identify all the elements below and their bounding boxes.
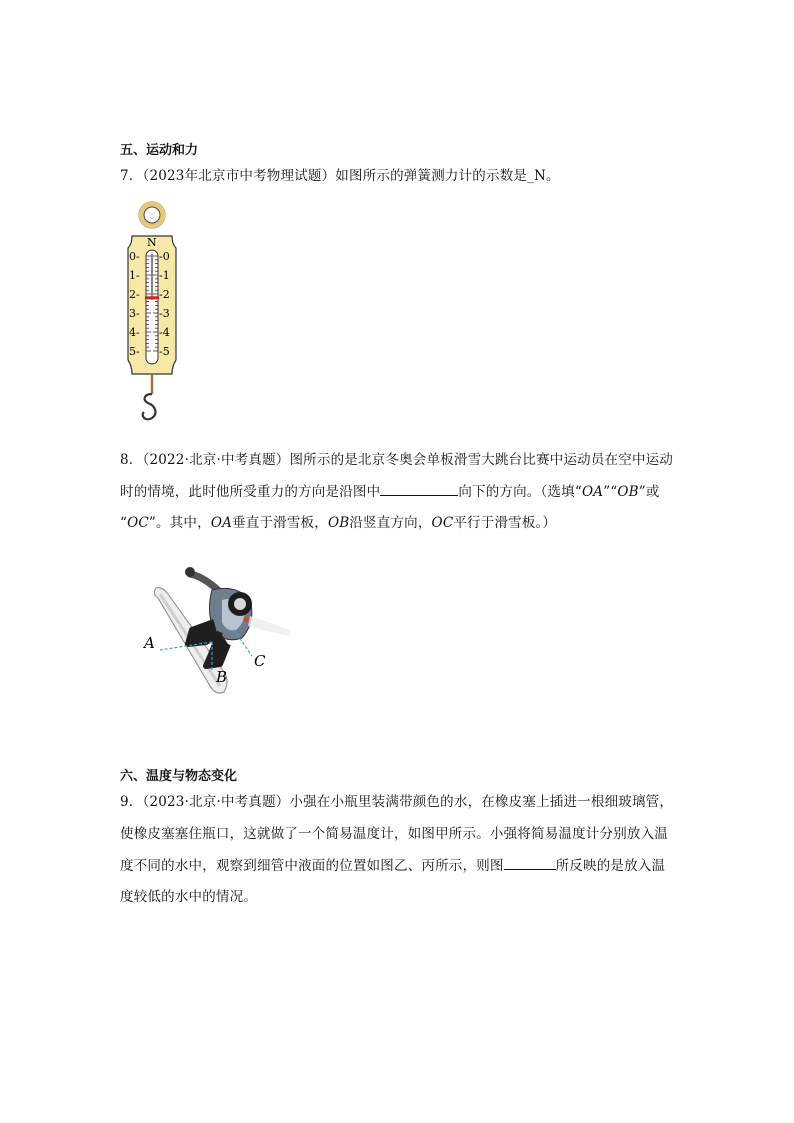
q8-text-segment: 沿竖直方向，: [349, 515, 432, 531]
scale-pointer: [145, 296, 159, 299]
q8-text-segment: ”“: [603, 484, 618, 500]
scale-label-left: 0-: [129, 250, 140, 263]
q9-text-segment: 度不同的水中，观察到细管中液面的位置如图乙、丙所示，则图: [120, 858, 504, 874]
scale-label-right: -3: [159, 307, 170, 320]
scale-label-right: -4: [159, 326, 170, 339]
question-8-line-2: [120, 480, 660, 500]
question-7-text: 7．（2023年北京市中考物理试题）如图所示的弹簧测力计的示数是_N。: [120, 168, 560, 184]
option-oa: OA: [581, 484, 604, 500]
q8-text-segment: 向下的方向。（选填“: [458, 484, 582, 500]
question-9-line-3: [120, 854, 665, 874]
question-9-line-1: 9．（2023·北京·中考真题）小强在小瓶里装满带颜色的水，在橡皮塞上插进一根细玻璃管，: [120, 794, 674, 810]
snowboarder-svg: [140, 560, 300, 700]
scale-hook: [143, 394, 156, 419]
section-heading-6: 六、温度与物态变化: [120, 769, 238, 784]
section-heading-5: 五、运动和力: [120, 143, 199, 158]
scale-label-right: -0: [159, 250, 170, 263]
question-9-line-2: 使橡皮塞塞住瓶口，这就做了一个简易温度计，如图甲所示。小强将简易温度计分别放入温: [120, 826, 668, 842]
term-oc: OC: [431, 515, 454, 531]
answer-blank-8[interactable]: [380, 483, 458, 496]
answer-blank-9[interactable]: [504, 857, 556, 870]
scale-label-right: -2: [159, 288, 170, 301]
q8-text-segment: 时的情境，此时他所受重力的方向是沿图中: [120, 484, 381, 500]
q8-text-segment: “: [120, 515, 128, 531]
option-oc: OC: [127, 515, 149, 531]
scale-label-left: 1-: [129, 269, 140, 282]
scale-label-left: 3-: [129, 307, 140, 320]
scale-label-right: -5: [159, 345, 170, 358]
scale-unit-label: N: [147, 236, 157, 249]
label-a: A: [144, 634, 155, 652]
term-oa: OA: [210, 515, 233, 531]
snowboarder-figure: [140, 560, 300, 700]
term-ob: OB: [327, 515, 350, 531]
q8-text-segment: ”或: [638, 484, 660, 500]
scale-label-left: 2-: [129, 288, 140, 301]
scale-label-right: -1: [159, 269, 170, 282]
question-9-line-4: 度较低的水中的情况。: [120, 889, 257, 905]
spring-scale-svg: [118, 196, 188, 428]
scale-label-left: 4-: [129, 326, 140, 339]
question-8-line-3: [120, 511, 556, 531]
spring-scale-figure: [118, 196, 188, 428]
rider-arm: [190, 574, 218, 590]
option-ob: OB: [617, 484, 639, 500]
q8-text-segment: ”。其中，: [148, 515, 211, 531]
question-8-line-1: 8．（2022·北京·中考真题）图所示的是北京冬奥会单板滑雪大跳台比赛中运动员在空中运动: [120, 452, 674, 468]
q9-text-segment: 所反映的是放入温: [555, 858, 666, 874]
q8-text-segment: 平行于滑雪板。）: [453, 515, 557, 531]
q8-text-segment: 垂直于滑雪板，: [232, 515, 328, 531]
label-c: C: [254, 652, 266, 670]
label-b: B: [216, 668, 228, 686]
scale-label-left: 5-: [129, 345, 140, 358]
